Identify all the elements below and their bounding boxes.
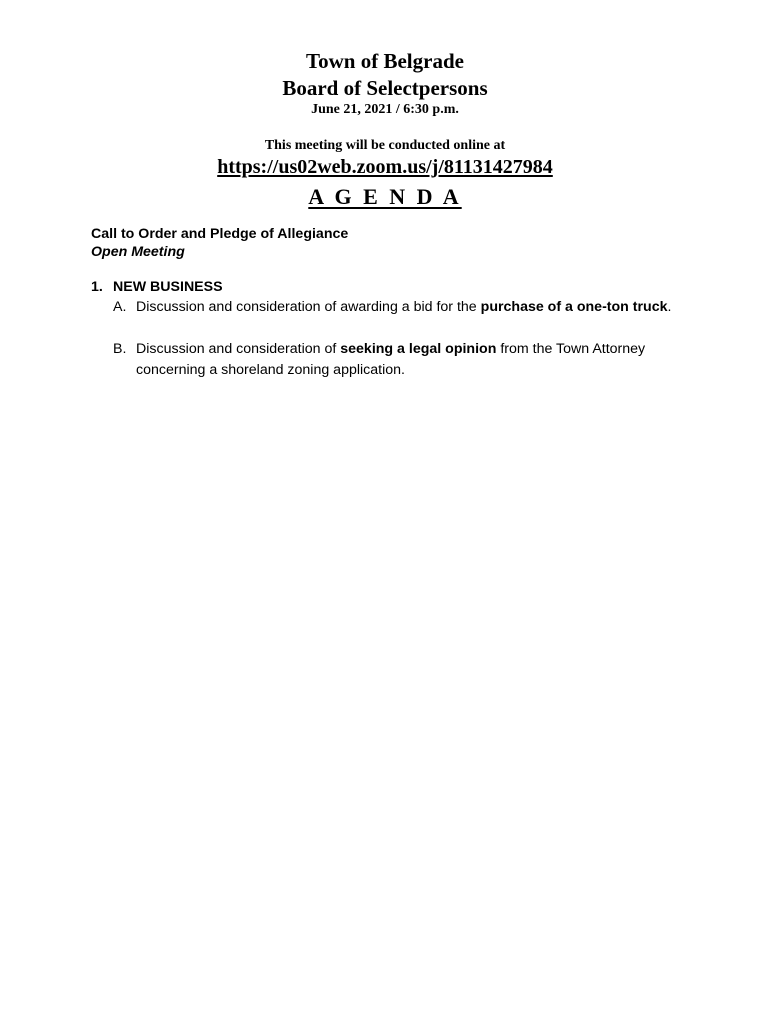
call-to-order: Call to Order and Pledge of Allegiance [91,226,349,242]
item-text-after: . [667,299,672,315]
open-meeting-label: Open Meeting [91,244,185,260]
item-text-bold: seeking a legal opinion [340,341,497,357]
section-title: NEW BUSINESS [113,279,223,295]
town-name: Town of Belgrade [306,49,464,73]
agenda-item-a [113,297,683,318]
item-letter: B. [113,341,127,357]
online-notice: This meeting will be conducted online at [264,138,506,153]
board-name: Board of Selectpersons [282,76,488,100]
item-text-after: from the Town Attorney concerning a shoreland zoning application. [136,341,646,378]
meeting-date-time: June 21, 2021 / 6:30 p.m. [311,102,459,117]
section-heading [91,277,691,297]
item-text [136,297,683,318]
item-text-before: Discussion and consideration of [136,341,341,357]
agenda-heading: A G E N D A [308,184,462,209]
meeting-link[interactable]: https://us02web.zoom.us/j/81131427984 [217,156,553,178]
item-text-before: Discussion and consideration of awarding a bid for the [136,299,481,315]
item-text-bold: purchase of a one-ton truck [480,299,668,315]
section-number: 1. [91,279,103,295]
item-letter: A. [113,299,127,315]
agenda-item-b [113,339,683,381]
item-text [136,339,683,381]
